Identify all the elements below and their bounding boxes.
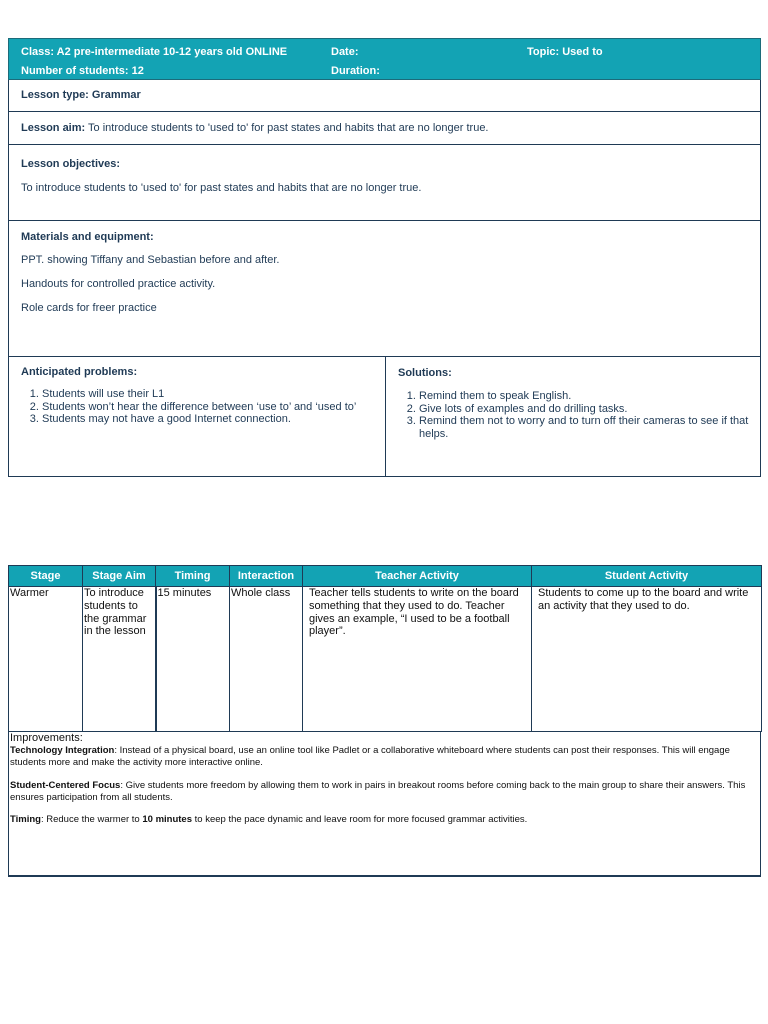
problems-column — [21, 357, 381, 476]
timing-note-text: : Reduce the warmer to — [40, 814, 143, 825]
materials-item: Handouts for controlled practice activity. — [21, 278, 216, 290]
column-header: Stage — [9, 566, 83, 587]
solutions-column — [398, 357, 754, 476]
column-header: Interaction — [230, 566, 303, 587]
topic-label: Topic: Used to — [527, 46, 603, 58]
tech-integration-text: : Instead of a physical board, use an online tool like Padlet or a collaborative whiteboard where students can post their responses. This will engage students more and make the activity more interactive online. — [10, 745, 730, 768]
student-activity-text: Students to come up to the board and write an activity that they used to do. — [538, 587, 749, 612]
stage-aim-text: To introduce students to the grammar in the lesson — [84, 587, 147, 638]
column-header: Stage Aim — [83, 566, 156, 587]
list-item: 3. Remind them not to worry and to turn off their cameras to see if that helps. — [419, 415, 754, 440]
students-count: Number of students: 12 — [21, 65, 144, 77]
improvements-box — [8, 731, 761, 877]
timing-note — [10, 814, 758, 826]
stage-aim-cell — [83, 587, 156, 732]
lesson-aim-text: To introduce students to 'used to' for past states and habits that are no longer true. — [85, 122, 489, 134]
tech-integration-note — [10, 745, 758, 768]
duration-label: Duration: — [331, 65, 380, 77]
tech-integration-label: Technology Integration — [10, 745, 115, 756]
list-item: 3. Students may not have a good Internet connection. — [42, 413, 381, 426]
lesson-aim-row — [8, 112, 761, 145]
lesson-type: Lesson type: Grammar — [21, 89, 141, 101]
timing-cell — [156, 587, 230, 732]
materials-item: PPT. showing Tiffany and Sebastian before and after. — [21, 254, 280, 266]
column-header: Student Activity — [532, 566, 762, 587]
materials-row — [8, 221, 761, 357]
date-label: Date: — [331, 46, 359, 58]
stage-cell — [9, 587, 83, 732]
table-header-row — [9, 566, 762, 587]
list-item: 2. Students won’t hear the difference between ‘use to’ and ‘used to’ — [42, 401, 381, 414]
problems-label: Anticipated problems: — [21, 366, 138, 378]
objectives-text: To introduce students to 'used to' for past states and habits that are no longer true. — [21, 182, 422, 194]
problems-solutions-row — [8, 357, 761, 477]
interaction-text: Whole class — [231, 587, 291, 599]
stage-text: Warmer — [10, 587, 49, 599]
stage-table — [8, 565, 762, 732]
materials-item: Role cards for freer practice — [21, 302, 157, 314]
timing-text: 15 minutes — [157, 587, 212, 599]
teacher-activity-cell — [303, 587, 532, 732]
interaction-cell — [230, 587, 303, 732]
list-item: 1. Students will use their L1 — [42, 388, 381, 401]
column-header: Timing — [156, 566, 230, 587]
column-header: Teacher Activity — [303, 566, 532, 587]
class-info: Class: A2 pre-intermediate 10-12 years old ONLINE — [21, 46, 288, 58]
list-item: 1. Remind them to speak English. — [419, 390, 754, 403]
column-divider — [385, 357, 386, 476]
solutions-label: Solutions: — [398, 367, 452, 379]
teacher-activity-text: Teacher tells students to write on the board something that they used to do. Teacher gives an example, “I used to be a football player”. — [309, 587, 519, 638]
table-row — [9, 587, 762, 732]
objectives-label: Lesson objectives: — [21, 158, 121, 170]
lesson-objectives-row — [8, 145, 761, 221]
student-centered-note — [10, 780, 758, 803]
lesson-aim-label: Lesson aim: — [21, 122, 86, 134]
solutions-list — [398, 390, 754, 440]
list-item: 2. Give lots of examples and do drilling tasks. — [419, 403, 754, 416]
materials-label: Materials and equipment: — [21, 231, 154, 243]
improvements-title: Improvements: — [10, 732, 83, 744]
problems-list — [21, 388, 381, 426]
student-activity-cell — [532, 587, 762, 732]
timing-note-emphasis: 10 minutes — [142, 814, 192, 825]
timing-note-label: Timing — [10, 814, 41, 825]
timing-note-text-end: to keep the pace dynamic and leave room for more focused grammar activities. — [192, 814, 528, 825]
lesson-type-row — [8, 80, 761, 112]
lesson-aim — [21, 122, 489, 134]
student-centered-label: Student-Centered Focus — [10, 780, 121, 791]
student-centered-text: : Give students more freedom by allowing them to work in pairs in breakout rooms before coming back to the main group to share their answers. This ensures participation from all students. — [10, 780, 746, 803]
lesson-header — [8, 38, 761, 80]
